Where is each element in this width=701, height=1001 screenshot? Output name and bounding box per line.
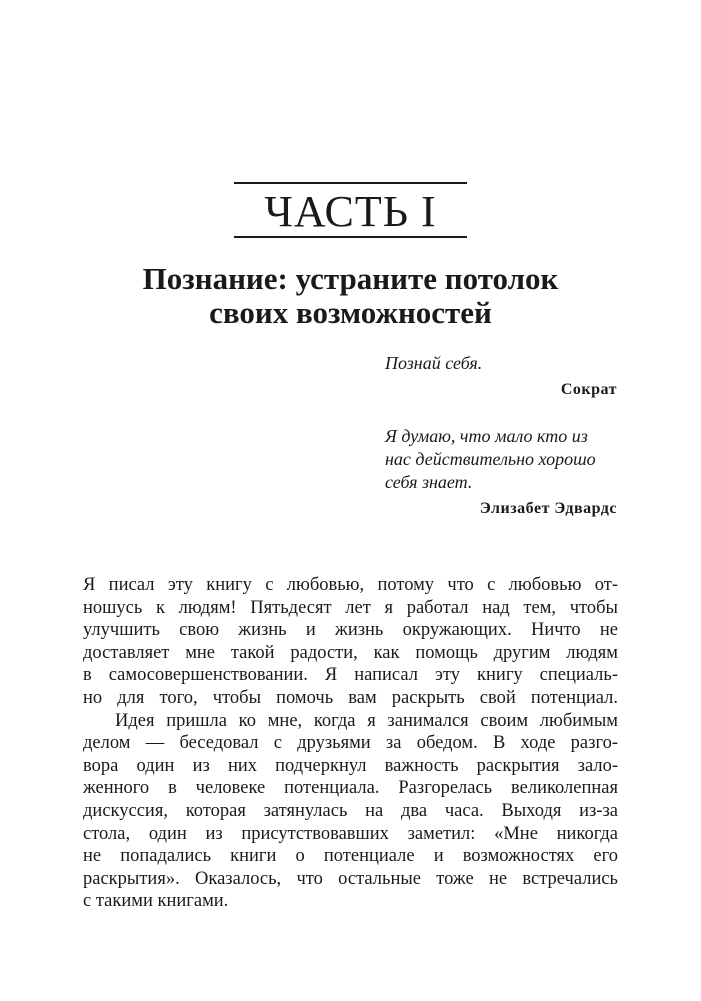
text-line: улучшить свою жизнь и жизнь окружающих. Ничто не	[83, 620, 618, 641]
text-line: дискуссия, которая затянулась на два часа. Выходя из-за	[83, 800, 618, 821]
body-text	[83, 574, 618, 913]
epigraph-quote-line: Познай себя.	[385, 353, 483, 373]
text-line: в самосовершенствовании. Я написал эту книгу специаль-	[83, 665, 618, 686]
epigraph-socrates	[385, 352, 617, 401]
text-line: но для того, чтобы помочь вам раскрыть свой потенциал.	[83, 687, 618, 708]
text-line: раскрытия». Оказалось, что остальные тоже не встречались	[83, 868, 618, 889]
epigraph-quote	[385, 425, 617, 494]
text-line: не попадались книги о потенциале и возможностях его	[83, 846, 618, 867]
part-title-top-rule	[234, 182, 467, 184]
text-line: вора один из них подчеркнул важность раскрытия зало-	[83, 755, 618, 776]
text-line: стола, один из присутствовавших заметил: «Мне никогда	[83, 823, 618, 844]
part-title-bottom-rule	[234, 236, 467, 238]
part-title: ЧАСТЬ I	[264, 187, 437, 236]
text-line: Я писал эту книгу с любовью, потому что с любовью от-	[83, 575, 618, 595]
chapter-title	[0, 262, 701, 330]
chapter-title-line-1: Познание: устраните потолок	[142, 261, 559, 296]
epigraph-author: Элизабет Эдвардс	[479, 500, 617, 517]
epigraph-quote-line: себя знает.	[385, 472, 473, 492]
epigraph-quote-line: Я думаю, что мало кто из	[385, 426, 588, 446]
epigraph-quote	[385, 352, 617, 375]
epigraph-quote-line: нас действительно хорошо	[385, 449, 596, 469]
text-line: ношусь к людям! Пятьдесят лет я работал над тем, чтобы	[83, 597, 618, 618]
text-line: Идея пришла ко мне, когда я занимался своим любимым	[115, 710, 618, 731]
text-line: делом — беседовал с друзьями за обедом. В ходе разго-	[83, 733, 618, 754]
text-line: доставляет мне такой радости, как помощь другим людям	[83, 642, 618, 663]
paragraph-1	[83, 574, 618, 710]
epigraph-author: Сократ	[560, 381, 617, 398]
text-line: с такими книгами.	[83, 891, 229, 912]
paragraph-2	[83, 710, 618, 913]
text-line: женного в человеке потенциала. Разгорелась великолепная	[83, 778, 618, 799]
epigraph-edwards	[385, 425, 617, 520]
chapter-title-line-2: своих возможностей	[209, 295, 492, 330]
